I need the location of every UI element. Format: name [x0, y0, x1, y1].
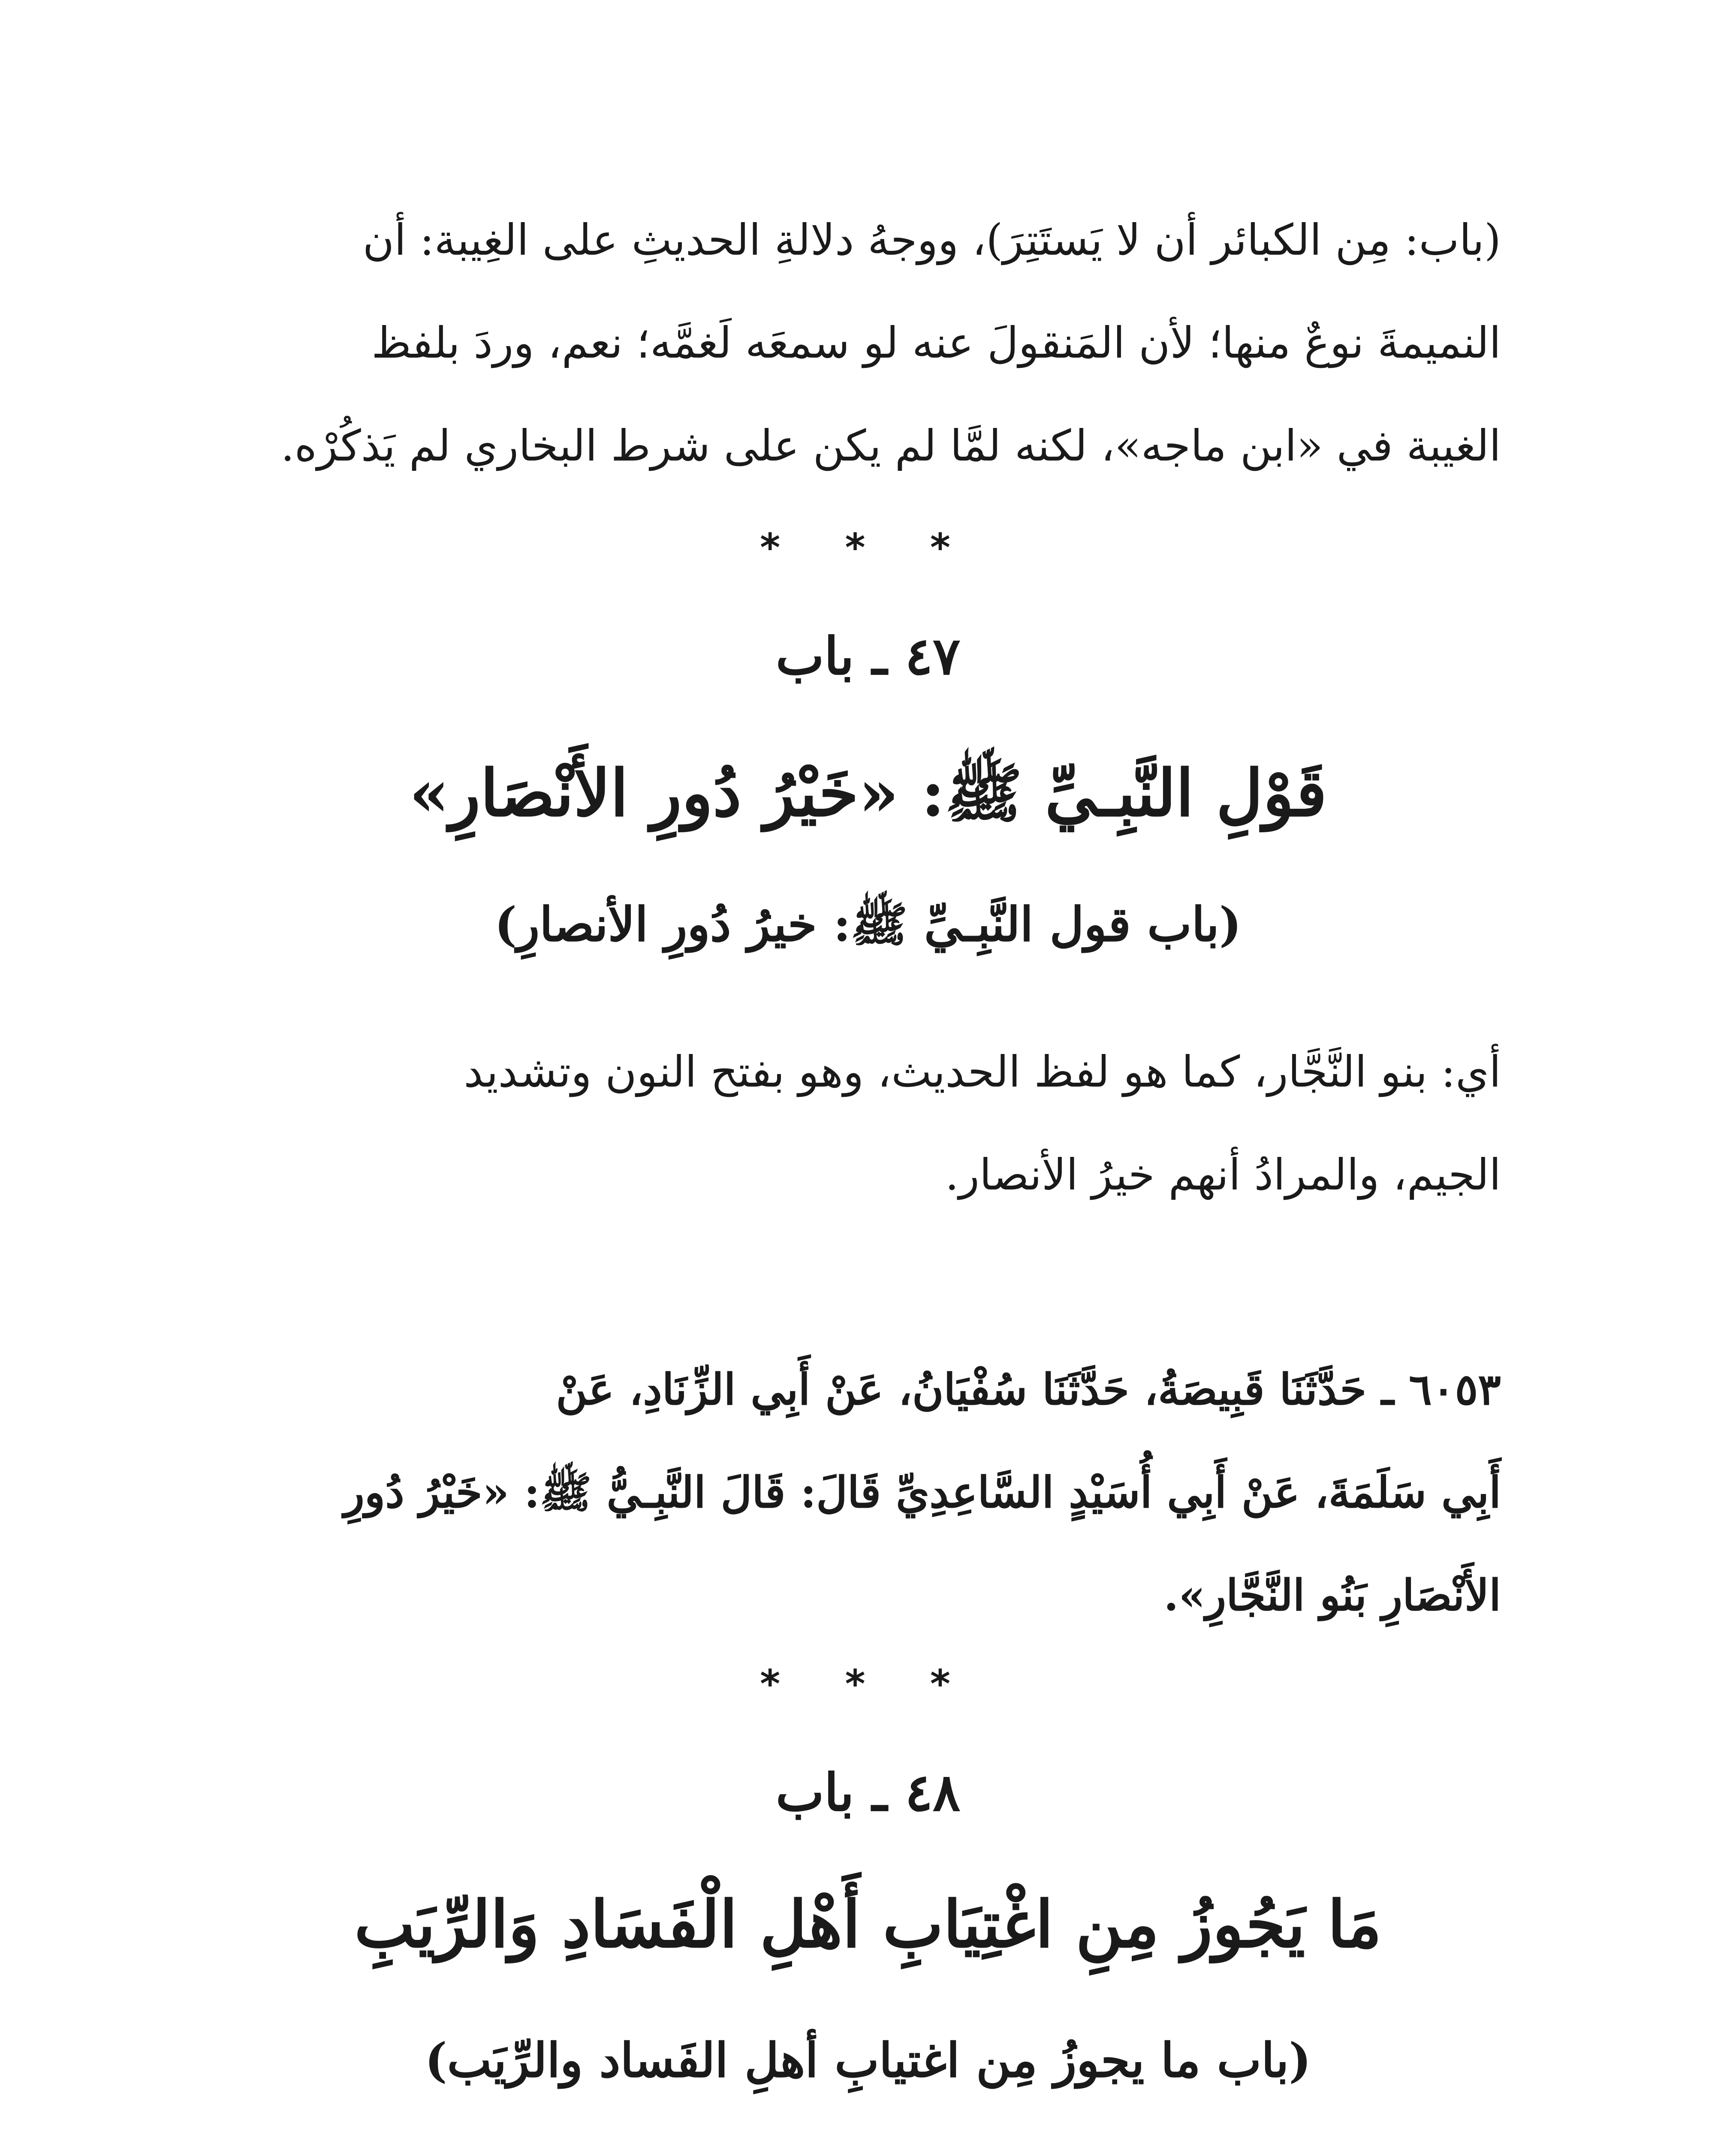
- hadith-line: أَبِي سَلَمَةَ، عَنْ أَبِي أُسَيْدٍ السَّاعِدِيِّ قَالَ: قَالَ النَّبِـيُّ ﷺ: «خَيْرُ دُورِ: [344, 1467, 1501, 1518]
- section-separator: * * *: [760, 525, 976, 570]
- chapter-number: ٤٧ ـ باب: [775, 626, 961, 687]
- paragraph-line: أي: بنو النَّجَّار، كما هو لفظ الحديث، وهو بفتح النون وتشديد: [464, 1047, 1501, 1097]
- chapter-subtitle: (باب ما يجوزُ مِن اغتيابِ أهلِ الفَساد والرِّيَب): [425, 2033, 1311, 2088]
- commentary-paragraph: [240, 1021, 1501, 1226]
- paragraph-line: الجيم، والمرادُ أنهم خيرُ الأنصار.: [945, 1150, 1501, 1200]
- hadith-line: ٦٠٥٣ ـ حَدَّثَنَا قَبِيصَةُ، حَدَّثَنَا سُفْيَانُ، عَنْ أَبِي الزِّنَادِ، عَنْ: [556, 1364, 1501, 1415]
- section-separator: * * *: [760, 1662, 976, 1707]
- paragraph-line: الغيبة في «ابن ماجه»، لكنه لمَّا لم يكن على شرط البخاري لم يَذكُرْه.: [280, 421, 1501, 471]
- hadith-paragraph: [240, 1338, 1501, 1647]
- chapter-subtitle: (باب قول النَّبِـيِّ ﷺ: خيرُ دُورِ الأنصارِ): [494, 897, 1242, 952]
- continuation-paragraph: [240, 189, 1501, 497]
- chapter-title: قَوْلِ النَّبِـيِّ ﷺ: «خَيْرُ دُورِ الأَنْصَارِ»: [409, 756, 1327, 831]
- paragraph-line: (باب: مِن الكبائر أن لا يَستَتِرَ)، ووجهُ دلالةِ الحديثِ على الغِيبة: أن: [362, 215, 1501, 265]
- hadith-line: الأَنْصَارِ بَنُو النَّجَّارِ».: [1163, 1570, 1501, 1620]
- chapter-title: مَا يَجُوزُ مِنِ اغْتِيَابِ أَهْلِ الْفَسَادِ وَالرِّيَبِ: [354, 1887, 1382, 1962]
- chapter-number: ٤٨ ـ باب: [775, 1762, 961, 1823]
- paragraph-line: النميمةَ نوعٌ منها؛ لأن المَنقولَ عنه لو سمعَه لَغمَّه؛ نعم، وردَ بلفظ: [371, 318, 1501, 368]
